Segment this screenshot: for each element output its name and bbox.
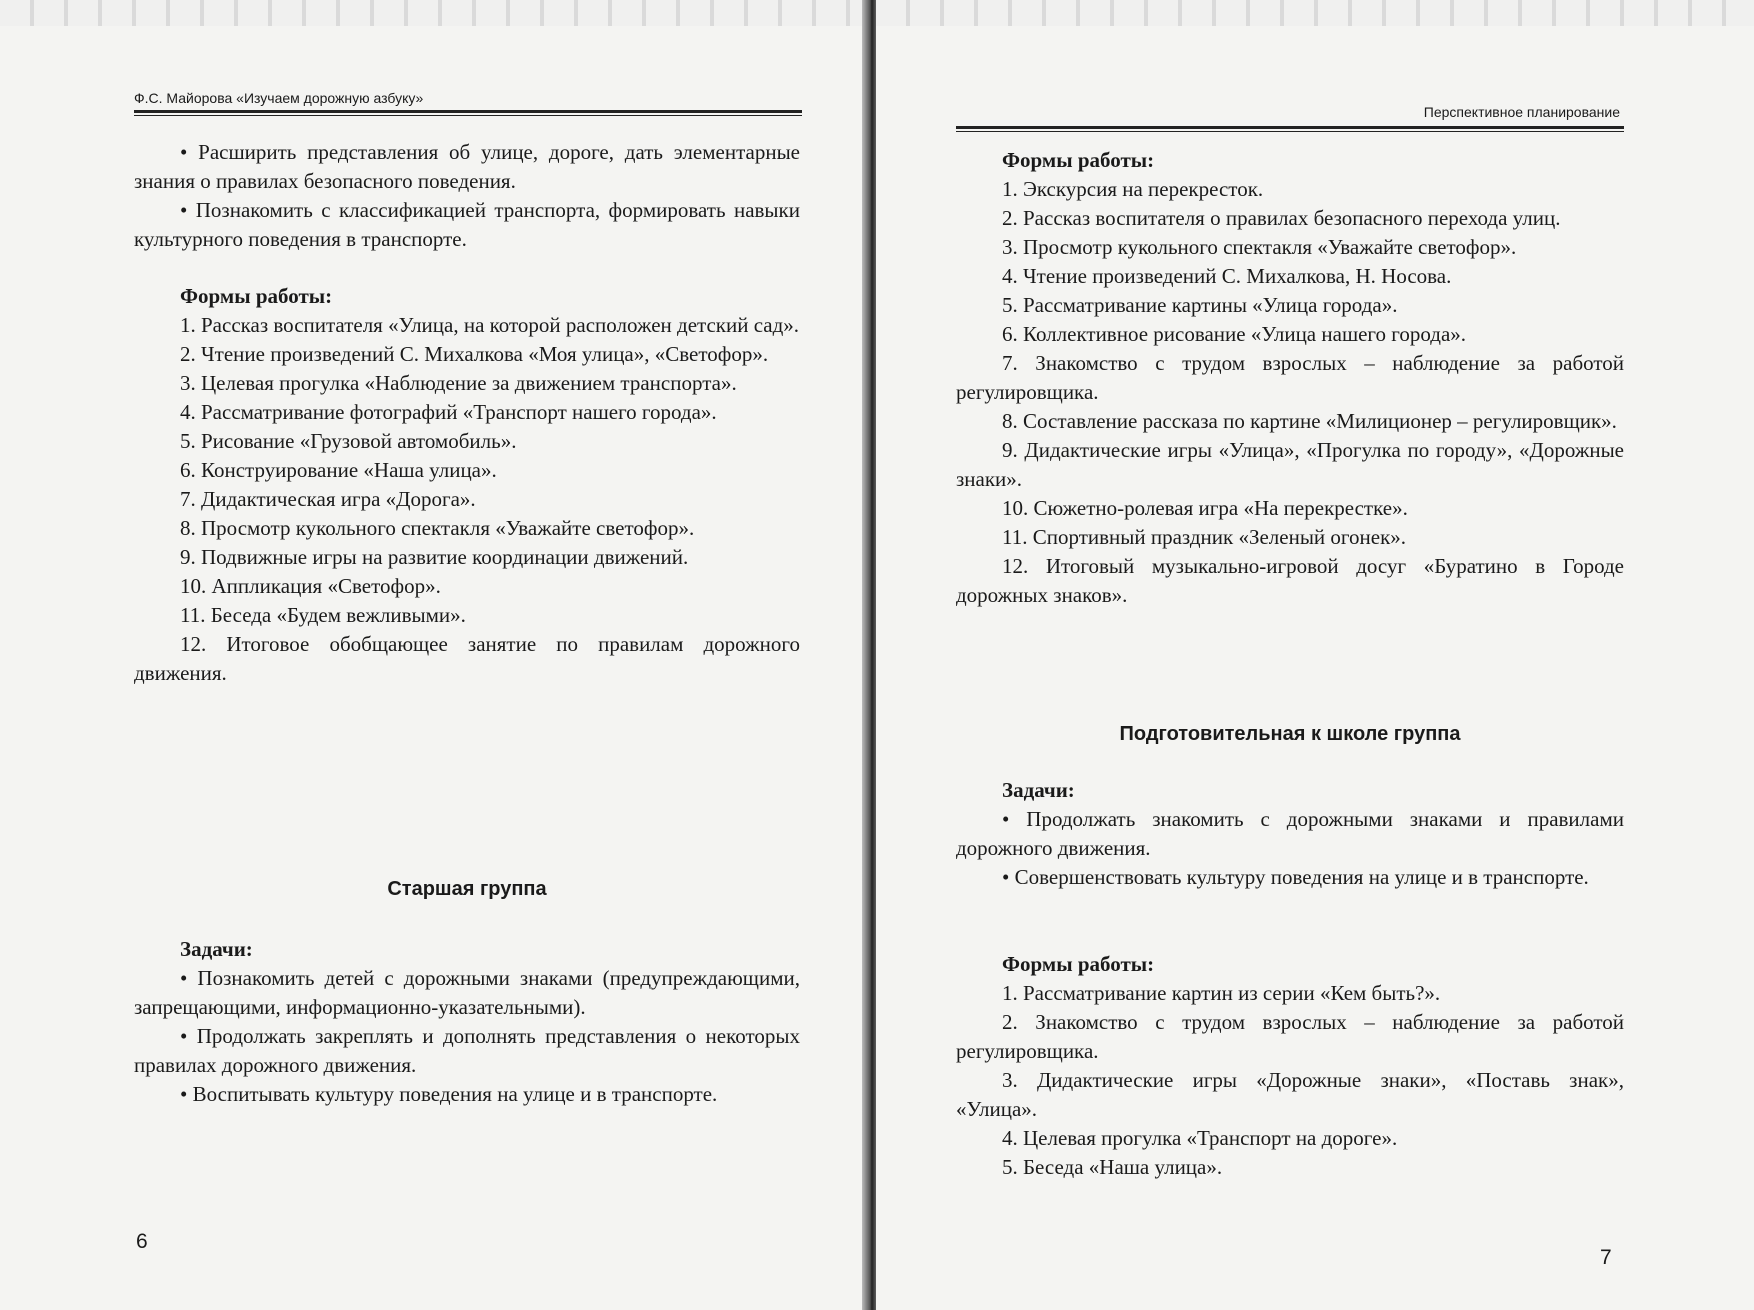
list-item: 9. Дидактические игры «Улица», «Прогулка по городу», «Дорожные знаки». [956,438,1624,491]
list-item: 7. Дидактическая игра «Дорога». [180,487,476,511]
running-head: Ф.С. Майорова «Изучаем дорожную азбуку» [134,90,424,106]
list-item: 6. Коллективное рисование «Улица нашего города». [1002,322,1467,346]
list-item: 12. Итоговый музыкально-игровой досуг «Буратино в Городе дорожных знаков». [956,554,1624,607]
list-item: 2. Знакомство с трудом взрослых – наблюдение за работой регулировщика. [956,1010,1624,1063]
forms2-list [956,950,1624,1182]
running-head: Перспективное планирование [1423,104,1620,120]
list-item: 8. Составление рассказа по картине «Милиционер – регулировщик». [1002,409,1617,433]
section-heading: Старшая группа [387,878,547,900]
page-number: 7 [1600,1246,1612,1269]
bullet: • Воспитывать культуру поведения на улице и в транспорте. [180,1082,718,1106]
list-item: 12. Итоговое обобщающее занятие по правилам дорожного движения. [134,632,800,685]
list-item: 3. Целевая прогулка «Наблюдение за движением транспорта». [180,371,737,395]
list-item: 2. Чтение произведений С. Михалкова «Моя улица», «Светофор». [180,342,769,366]
list-item: 8. Просмотр кукольного спектакля «Уважайте светофор». [180,516,695,540]
tasks-list [956,776,1624,892]
scan-edge [876,0,1754,26]
bullet: • Совершенствовать культуру поведения на улице и в транспорте. [1002,865,1589,889]
bullet: • Познакомить с классификацией транспорта, формировать навыки культурного поведения в транспорте. [134,198,800,251]
list-item: 1. Рассказ воспитателя «Улица, на которой расположен детский сад». [180,313,800,337]
list-item: 4. Целевая прогулка «Транспорт на дороге». [1002,1126,1398,1150]
list-item: 10. Сюжетно-ролевая игра «На перекрестке». [1002,496,1408,520]
intro-bullets [134,138,800,254]
list-item: 5. Рисование «Грузовой автомобиль». [180,429,517,453]
list-item: 6. Конструирование «Наша улица». [180,458,497,482]
list-item: 4. Рассматривание фотографий «Транспорт нашего города». [180,400,717,424]
bullet: • Продолжать знакомить с дорожными знаками и правилами дорожного движения. [956,807,1624,860]
list-item: 1. Экскурсия на перекресток. [1002,177,1264,201]
bullet: • Продолжать закреплять и дополнять представления о некоторых правилах дорожного движения. [134,1024,800,1077]
list-item: 4. Чтение произведений С. Михалкова, Н. Носова. [1002,264,1452,288]
right-page [876,0,1754,1310]
list-item: 10. Аппликация «Светофор». [180,574,441,598]
list-item: 3. Дидактические игры «Дорожные знаки», «Поставь знак», «Улица». [956,1068,1624,1121]
list-item: 1. Рассматривание картин из серии «Кем быть?». [1002,981,1441,1005]
list-item: 5. Рассматривание картины «Улица города». [1002,293,1398,317]
list-item: 3. Просмотр кукольного спектакля «Уважайте светофор». [1002,235,1517,259]
list-item: 7. Знакомство с трудом взрослых – наблюдение за работой регулировщика. [956,351,1624,404]
bullet: • Познакомить детей с дорожными знаками (предупреждающими, запрещающими, информационно-указательными). [134,966,800,1019]
list-item: 9. Подвижные игры на развитие координации движений. [180,545,689,569]
section-heading: Подготовительная к школе группа [1119,723,1461,745]
scan-edge [0,0,868,26]
forms-title: Формы работы: [1002,148,1155,172]
list-item: 2. Рассказ воспитателя о правилах безопасного перехода улиц. [1002,206,1561,230]
forms-list [956,146,1624,610]
bullet: • Расширить представления об улице, дороге, дать элементарные знания о правилах безопасного поведения. [134,140,800,193]
forms-list [134,282,800,688]
header-rule [956,126,1624,132]
tasks-title: Задачи: [180,937,253,961]
list-item: 5. Беседа «Наша улица». [1002,1155,1223,1179]
left-page [0,0,868,1310]
tasks-list [134,935,800,1109]
forms-title: Формы работы: [1002,952,1155,976]
page-number: 6 [136,1230,148,1253]
list-item: 11. Спортивный праздник «Зеленый огонек». [1002,525,1407,549]
list-item: 11. Беседа «Будем вежливыми». [180,603,466,627]
tasks-title: Задачи: [1002,778,1075,802]
forms-title: Формы работы: [180,284,333,308]
header-rule [134,110,802,116]
